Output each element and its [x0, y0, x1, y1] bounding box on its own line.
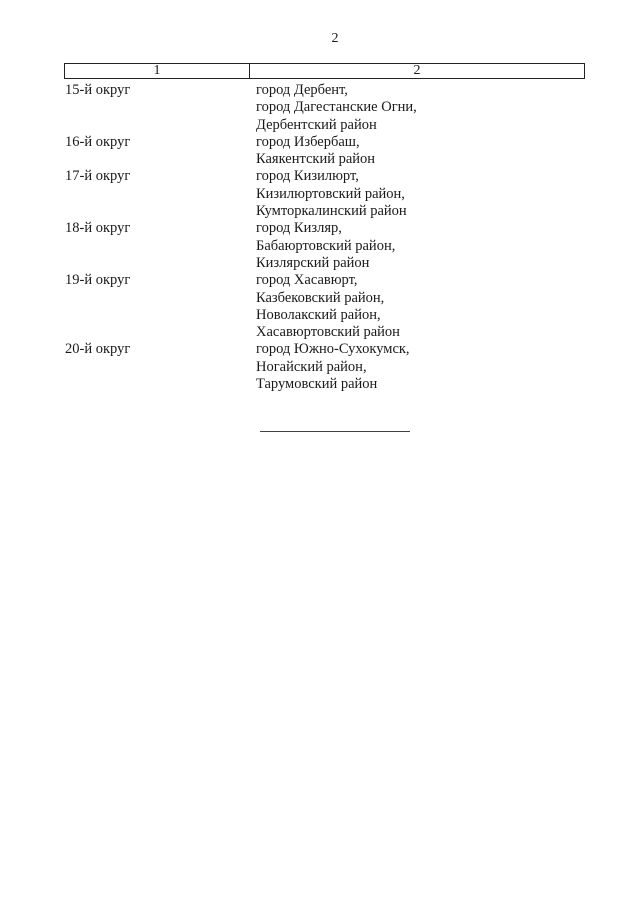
area-line: город Южно-Сухокумск, [256, 341, 410, 358]
table-row [65, 220, 585, 272]
area-line: город Кизилюрт, [256, 168, 359, 185]
district-areas [256, 168, 585, 220]
district-areas [256, 134, 585, 169]
table-row [65, 341, 585, 393]
district-name: 17-й округ [65, 168, 131, 185]
area-line: Хасавюртовский район [256, 324, 400, 341]
district-name: 15-й округ [65, 82, 131, 98]
district-table [65, 82, 585, 393]
district-areas [256, 82, 585, 134]
area-line: Каякентский район [256, 151, 376, 168]
area-line: город Избербаш, [256, 133, 360, 150]
column-header-1: 1 [65, 64, 250, 78]
area-line: город Хасавюрт, [256, 272, 358, 289]
end-rule [260, 431, 410, 432]
table-row [65, 272, 585, 341]
district-name: 16-й округ [65, 133, 131, 150]
area-line: Тарумовский район [256, 376, 378, 393]
area-line: Бабаюртовский район, [256, 237, 396, 254]
district-areas [256, 341, 585, 393]
area-line: город Дербент, [256, 82, 348, 98]
area-line: Кизлярский район [256, 254, 370, 271]
area-line: Казбековский район, [256, 289, 385, 306]
district-name: 19-й округ [65, 272, 131, 289]
column-header-2: 2 [413, 63, 421, 78]
table-header [64, 63, 585, 79]
district-name: 18-й округ [65, 220, 131, 237]
area-line: Ногайский район, [256, 358, 367, 375]
page-number: 2 [331, 31, 339, 46]
area-line: Кумторкалинский район [256, 203, 407, 220]
area-line: город Дагестанские Огни, [256, 99, 417, 116]
table-row [65, 134, 585, 169]
district-areas [256, 220, 585, 272]
area-line: Новолакский район, [256, 306, 381, 323]
area-line: Дербентский район [256, 116, 377, 133]
table-row [65, 168, 585, 220]
area-line: Кизилюртовский район, [256, 185, 405, 202]
area-line: город Кизляр, [256, 220, 342, 237]
district-name: 20-й округ [65, 341, 131, 358]
district-areas [256, 272, 585, 341]
table-row [65, 82, 585, 134]
